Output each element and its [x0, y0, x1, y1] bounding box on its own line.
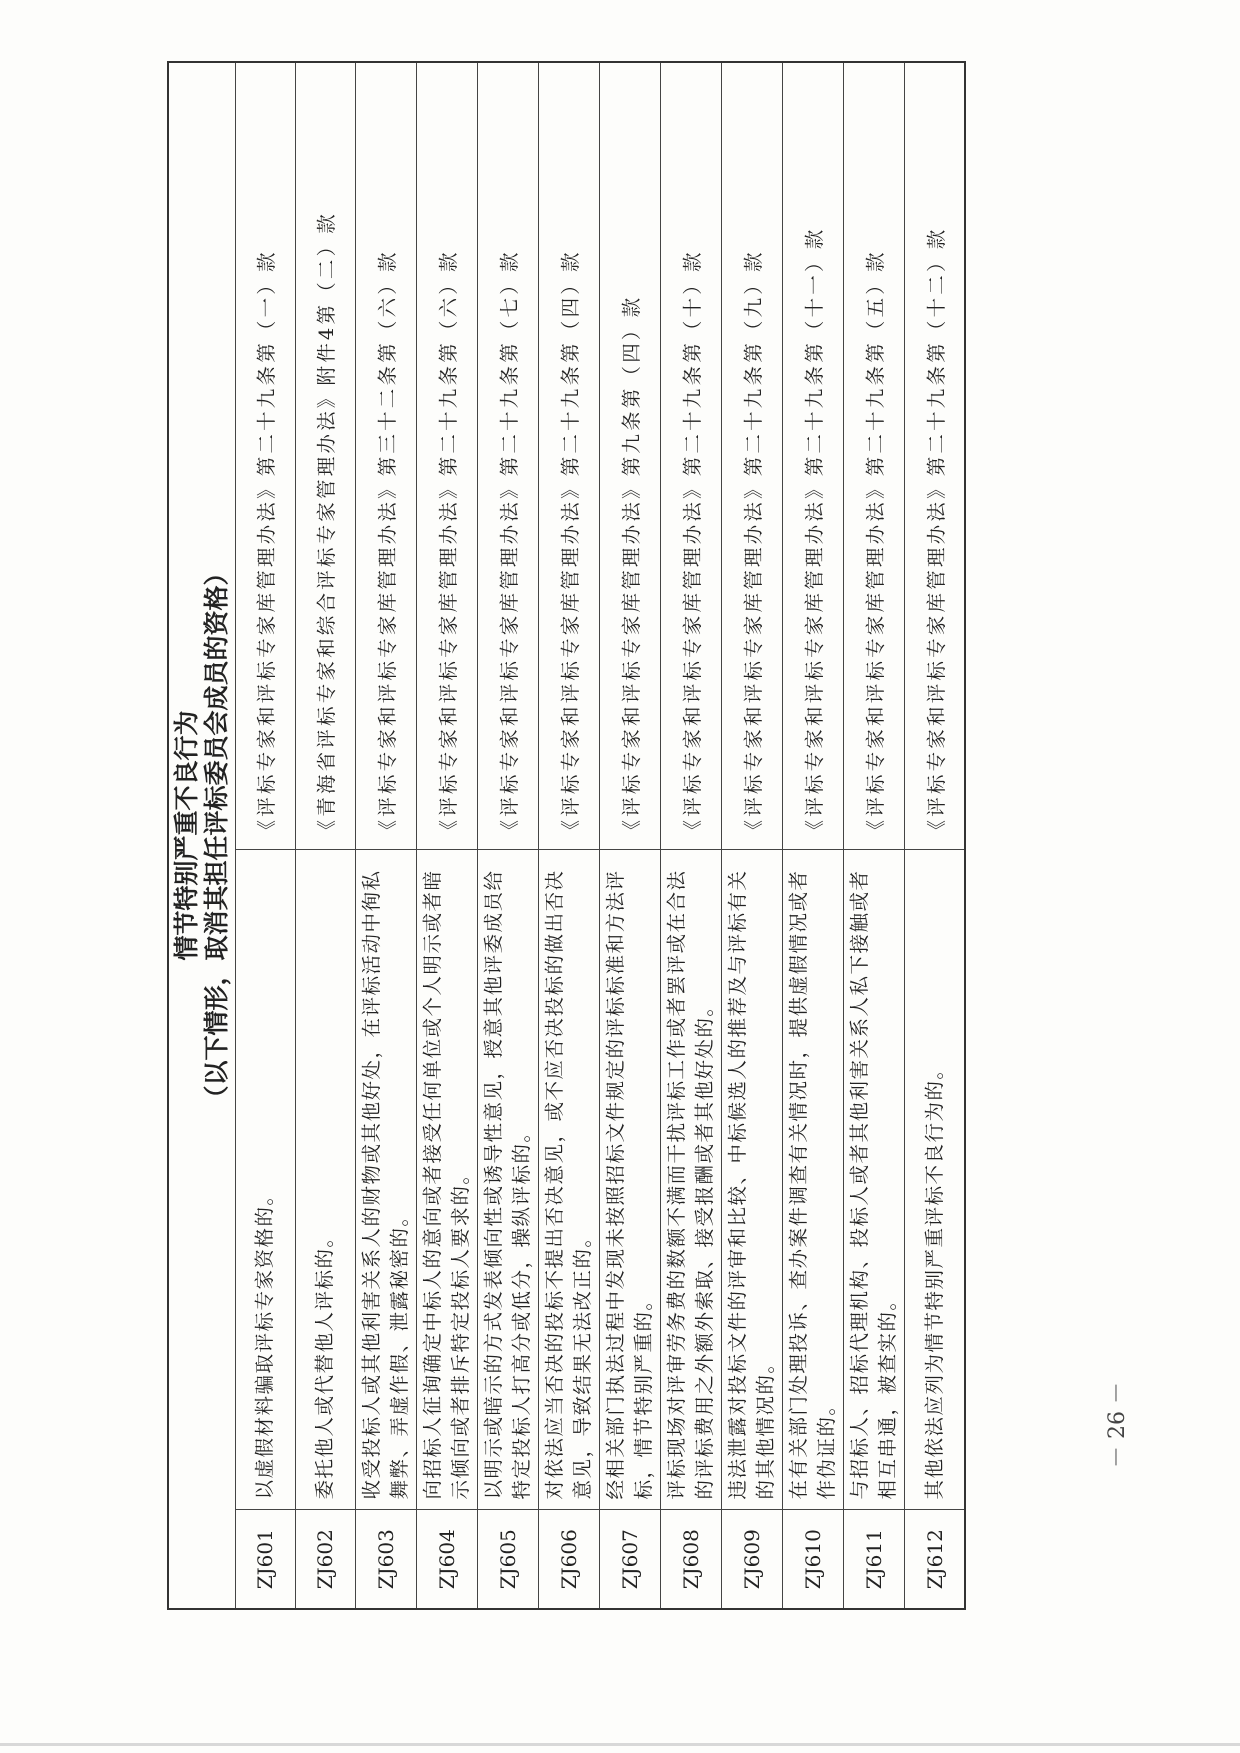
- row-legal-basis: 《评标专家和评标专家库管理办法》第二十九条第（七）款: [478, 62, 539, 850]
- row-legal-basis: 《评标专家和评标专家库管理办法》第二十九条第（十二）款: [905, 62, 965, 850]
- row-code: ZJ604: [417, 1510, 478, 1609]
- row-legal-basis: 《评标专家和评标专家库管理办法》第二十九条第（五）款: [844, 62, 905, 850]
- table-title-line2: （以下情形，取消其担任评标委员会成员的资格）: [202, 560, 231, 1111]
- row-description: 以虚假材料骗取评标专家资格的。: [236, 850, 296, 1510]
- row-legal-basis: 《评标专家和评标专家库管理办法》第二十九条第（一）款: [236, 62, 296, 850]
- row-code: ZJ605: [478, 1510, 539, 1609]
- row-description: 收受投标人或其他利害关系人的财物或其他好处，在评标活动中徇私舞弊、弄虚作假、泄露秘密的。: [355, 850, 416, 1510]
- table-row: [355, 62, 416, 1609]
- row-code: ZJ601: [236, 1510, 296, 1609]
- row-code: ZJ610: [783, 1510, 844, 1609]
- row-legal-basis: 《青海省评标专家和综合评标专家管理办法》附件4第（二）款: [295, 62, 355, 850]
- row-description: 经相关部门执法过程中发现未按照招标文件规定的评标标准和方法评标，情节特别严重的。: [600, 850, 661, 1510]
- row-code: ZJ608: [661, 1510, 722, 1609]
- scan-edge-line: [0, 1743, 1240, 1746]
- row-description: 与招标人、招标代理机构、投标人或者其他利害关系人私下接触或者相互串通，被查实的。: [844, 850, 905, 1510]
- page-number: － 26 －: [1105, 1382, 1130, 1468]
- row-code: ZJ609: [722, 1510, 783, 1609]
- row-description: 违法泄露对投标文件的评审和比较、中标候选人的推荐及与评标有关的其他情况的。: [722, 850, 783, 1510]
- row-legal-basis: 《评标专家和评标专家库管理办法》第三十二条第（六）款: [355, 62, 416, 850]
- row-code: ZJ602: [295, 1510, 355, 1609]
- row-legal-basis: 《评标专家和评标专家库管理办法》第九条第（四）款: [600, 62, 661, 850]
- row-code: ZJ611: [844, 1510, 905, 1609]
- row-code: ZJ612: [905, 1510, 965, 1609]
- table-row: [661, 62, 722, 1609]
- table-row: [295, 62, 355, 1609]
- row-legal-basis: 《评标专家和评标专家库管理办法》第二十九条第（六）款: [417, 62, 478, 850]
- row-legal-basis: 《评标专家和评标专家库管理办法》第二十九条第（四）款: [539, 62, 600, 850]
- table-row: [600, 62, 661, 1609]
- row-description: 向招标人征询确定中标人的意向或者接受任何单位或个人明示或者暗示倾向或者排斥特定投标人要求的。: [417, 850, 478, 1510]
- row-code: ZJ603: [355, 1510, 416, 1609]
- table-row: [783, 62, 844, 1609]
- row-code: ZJ606: [539, 1510, 600, 1609]
- row-description: 以明示或暗示的方式发表倾向性或诱导性意见，授意其他评委成员给特定投标人打高分或低分，操纵评标的。: [478, 850, 539, 1510]
- table-row: [236, 62, 296, 1609]
- table-row: [417, 62, 478, 1609]
- misconduct-table: [167, 61, 966, 1610]
- table-title-line1: 情节特别严重不良行为: [172, 710, 201, 961]
- table-row: [478, 62, 539, 1609]
- row-legal-basis: 《评标专家和评标专家库管理办法》第二十九条第（十）款: [661, 62, 722, 850]
- row-description: 对依法应当否决的投标不提出否决意见，或不应否决投标的做出否决意见，导致结果无法改正的。: [539, 850, 600, 1510]
- table-title: [168, 62, 236, 1609]
- table-header-row: [168, 62, 236, 1609]
- row-description: 委托他人或代替他人评标的。: [295, 850, 355, 1510]
- row-code: ZJ607: [600, 1510, 661, 1609]
- row-description: 评标现场对评审劳务费的数额不满而干扰评标工作或者罢评或在合法的评标费用之外额外索取、接受报酬或者其他好处的。: [661, 850, 722, 1510]
- table-row: [722, 62, 783, 1609]
- table-row: [539, 62, 600, 1609]
- table-row: [905, 62, 965, 1609]
- row-description: 在有关部门处理投诉、查办案件调查有关情况时，提供虚假情况或者作伪证的。: [783, 850, 844, 1510]
- row-legal-basis: 《评标专家和评标专家库管理办法》第二十九条第（十一）款: [783, 62, 844, 850]
- row-legal-basis: 《评标专家和评标专家库管理办法》第二十九条第（九）款: [722, 62, 783, 850]
- misconduct-table-rotated: [167, 63, 966, 1610]
- row-description: 其他依法应列为情节特别严重评标不良行为的。: [905, 850, 965, 1510]
- table-row: [844, 62, 905, 1609]
